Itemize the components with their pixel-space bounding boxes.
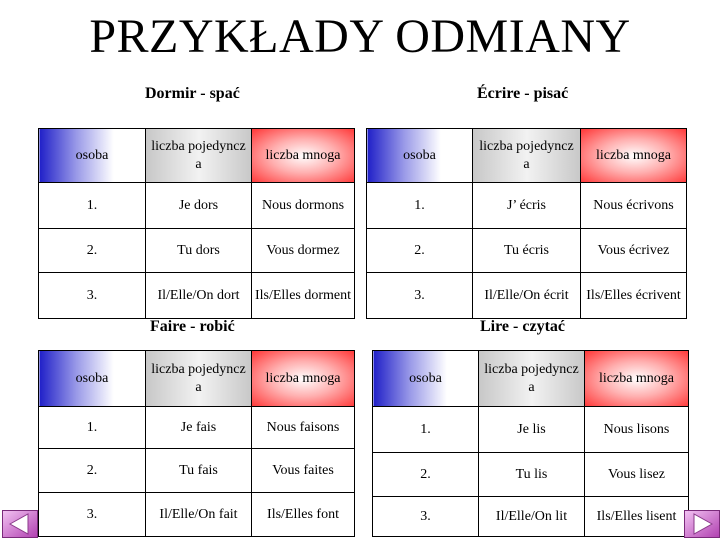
header-singular: liczba pojedyncz a [479, 351, 585, 407]
plural-form: Vous lisez [585, 453, 689, 497]
person-number: 1. [373, 407, 479, 453]
table-row [367, 183, 687, 229]
table-row [39, 229, 355, 273]
arrow-left-icon [2, 510, 38, 538]
header-osoba: osoba [39, 129, 146, 183]
singular-form: J’ écris [473, 183, 581, 229]
person-number: 3. [373, 497, 479, 537]
table-row [39, 493, 355, 537]
plural-form: Nous faisons [252, 407, 355, 449]
singular-form: Je fais [146, 407, 252, 449]
plural-form: Ils/Elles dorment [252, 273, 355, 319]
singular-form: Tu dors [146, 229, 252, 273]
plural-form: Ils/Elles écrivent [581, 273, 687, 319]
person-number: 3. [39, 493, 146, 537]
person-number: 2. [39, 449, 146, 493]
conjugation-table-dormir [38, 128, 355, 319]
person-number: 1. [39, 183, 146, 229]
plural-form: Nous écrivons [581, 183, 687, 229]
singular-form: Tu lis [479, 453, 585, 497]
page-title: PRZYKŁADY ODMIANY [89, 10, 631, 63]
plural-form: Vous écrivez [581, 229, 687, 273]
plural-form: Vous faites [252, 449, 355, 493]
table-row [373, 453, 689, 497]
header-plural: liczba mnoga [581, 129, 687, 183]
table-row [39, 449, 355, 493]
plural-form: Ils/Elles lisent [585, 497, 689, 537]
person-number: 2. [373, 453, 479, 497]
person-number: 2. [39, 229, 146, 273]
header-singular: liczba pojedyncz a [146, 129, 252, 183]
plural-form: Nous dormons [252, 183, 355, 229]
plural-form: Nous lisons [585, 407, 689, 453]
singular-form: Tu écris [473, 229, 581, 273]
person-number: 1. [367, 183, 473, 229]
singular-form: Tu fais [146, 449, 252, 493]
singular-form: Il/Elle/On écrit [473, 273, 581, 319]
heading-dormir: Dormir - spać [145, 85, 240, 102]
previous-slide-button[interactable] [2, 510, 38, 538]
header-plural: liczba mnoga [252, 129, 355, 183]
next-slide-button[interactable] [684, 510, 720, 538]
plural-form: Vous dormez [252, 229, 355, 273]
header-plural: liczba mnoga [252, 351, 355, 407]
singular-form: Il/Elle/On dort [146, 273, 252, 319]
singular-form: Je lis [479, 407, 585, 453]
singular-form: Il/Elle/On lit [479, 497, 585, 537]
conjugation-table-ecrire [366, 128, 687, 319]
heading-lire: Lire - czytać [480, 318, 565, 335]
header-osoba: osoba [39, 351, 146, 407]
heading-ecrire: Écrire - pisać [477, 85, 569, 102]
header-osoba: osoba [367, 129, 473, 183]
singular-form: Je dors [146, 183, 252, 229]
singular-form: Il/Elle/On fait [146, 493, 252, 537]
header-singular: liczba pojedyncz a [146, 351, 252, 407]
table-row [39, 183, 355, 229]
person-number: 3. [39, 273, 146, 319]
person-number: 2. [367, 229, 473, 273]
table-row [367, 273, 687, 319]
person-number: 1. [39, 407, 146, 449]
conjugation-table-lire [372, 350, 689, 537]
conjugation-table-faire [38, 350, 355, 537]
person-number: 3. [367, 273, 473, 319]
table-row [39, 407, 355, 449]
header-osoba: osoba [373, 351, 479, 407]
table-row [39, 273, 355, 319]
table-row [373, 407, 689, 453]
heading-faire: Faire - robić [150, 318, 235, 335]
plural-form: Ils/Elles font [252, 493, 355, 537]
header-plural: liczba mnoga [585, 351, 689, 407]
arrow-right-icon [684, 510, 720, 538]
table-row [373, 497, 689, 537]
header-singular: liczba pojedyncz a [473, 129, 581, 183]
table-row [367, 229, 687, 273]
